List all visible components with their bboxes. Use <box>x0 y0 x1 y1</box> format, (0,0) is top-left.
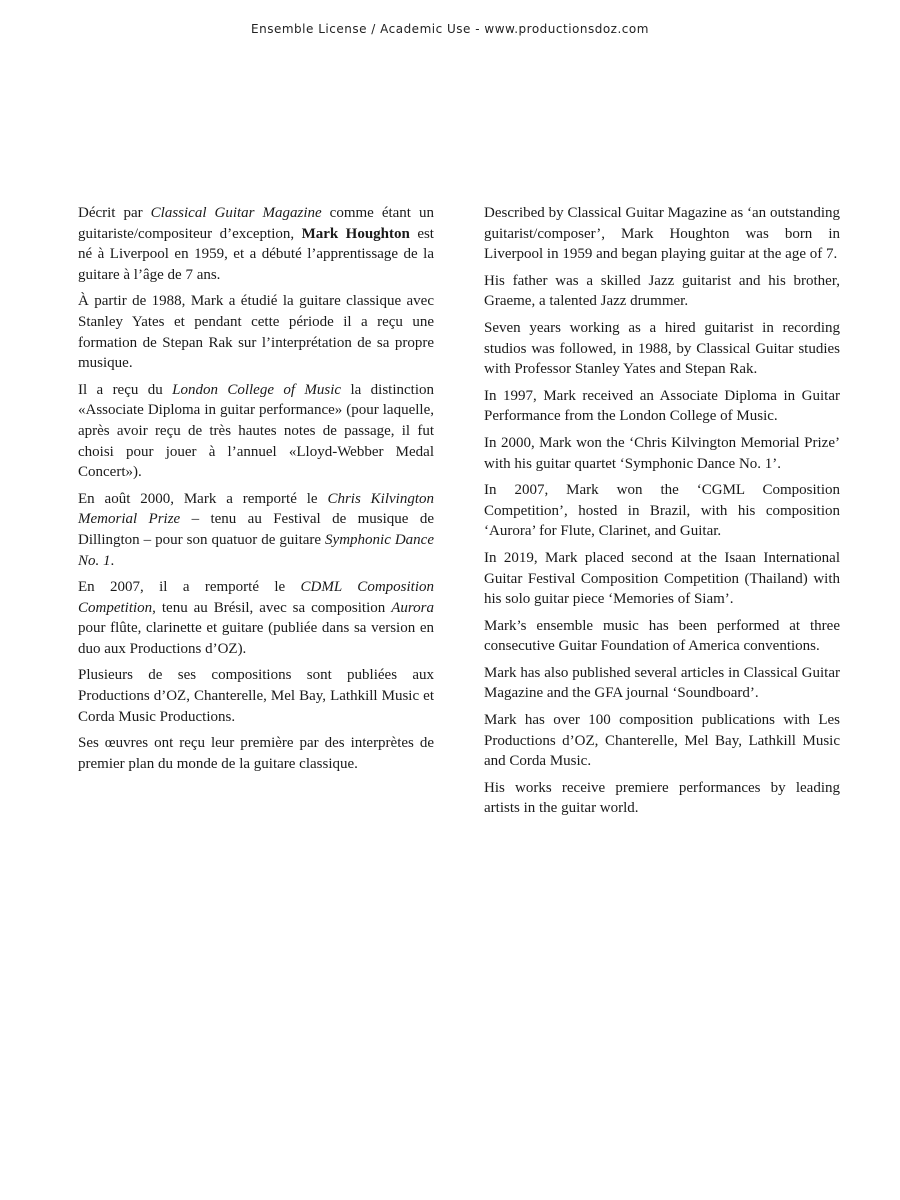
composer-name: Mark Houghton <box>301 225 410 242</box>
en-paragraph-articles: Mark has also published several articles in Classical Guitar Magazine and the GFA journal ‘Soundboard’. <box>484 664 840 702</box>
en-paragraph-family: His father was a skilled Jazz guitarist and his brother, Graeme, a talented Jazz drummer. <box>484 272 840 310</box>
en-paragraph-diploma: In 1997, Mark received an Associate Diploma in Guitar Performance from the London College of Music. <box>484 387 840 425</box>
en-paragraph-intro: Described by Classical Guitar Magazine as ‘an outstanding guitarist/composer’, Mark Houghton was born in Liverpool in 1959 and began playing guitar at the age of 7. <box>484 205 840 263</box>
fr-paragraph-diploma: Il a reçu du London College of Music la distinction «Associate Diploma in guitar performance» (pour laquelle, après avoir reçu de très hautes notes de passage, il fut choisi pour jouer à l’annuel «Lloyd-Webber Medal Concert»). <box>78 381 434 481</box>
en-paragraph-ensemble: Mark’s ensemble music has been performed at three consecutive Guitar Foundation of America conventions. <box>484 617 840 655</box>
en-paragraph-prize-2019: In 2019, Mark placed second at the Isaan International Guitar Festival Composition Competition (Thailand) with his solo guitar piece ‘Memories of Siam’. <box>484 549 840 608</box>
work-title: Aurora <box>391 599 434 616</box>
en-paragraph-premieres: His works receive premiere performances by leading artists in the guitar world. <box>484 779 840 817</box>
fr-paragraph-intro: Décrit par Classical Guitar Magazine comme étant un guitariste/compositeur d’exception, Mark Houghton est né à Liverpool en 1959, et a débuté l’apprentissage de la guitare à l’âge de 7 ans. <box>78 205 434 283</box>
fr-paragraph-publishers: Plusieurs de ses compositions sont publiées aux Productions d’OZ, Chanterelle, Mel Bay, Lathkill Music et Corda Music Productions. <box>78 667 434 725</box>
en-paragraph-publications: Mark has over 100 composition publications with Les Productions d’OZ, Chanterelle, Mel Bay, Lathkill Music and Corda Music. <box>484 712 840 770</box>
license-header: Ensemble License / Academic Use - www.productionsdoz.com <box>251 22 649 36</box>
english-biography-column <box>484 203 840 825</box>
work-title: Symphonic Dance No. 1 <box>78 531 434 569</box>
competition-name: CDML Composition Competition <box>78 579 434 616</box>
college-name: London College of Music <box>172 381 342 398</box>
fr-paragraph-prize-2007: En 2007, il a remporté le CDML Composition Competition, tenu au Brésil, avec sa composition Aurora pour flûte, clarinette et guitare (publiée dans sa version en duo aux Productions d’OZ). <box>78 579 434 657</box>
en-paragraph-studies: Seven years working as a hired guitarist in recording studios was followed, in 1988, by Classical Guitar studies with Professor Stanley Yates and Stepan Rak. <box>484 319 840 378</box>
magazine-title: Classical Guitar Magazine <box>150 205 322 221</box>
prize-name: Chris Kilvington Memorial Prize <box>78 490 434 528</box>
french-biography-column <box>78 203 434 780</box>
fr-paragraph-studies: À partir de 1988, Mark a étudié la guitare classique avec Stanley Yates et pendant cette période il a reçu une formation de Stepan Rak sur l’interprétation de sa propre musique. <box>78 293 434 372</box>
fr-paragraph-premieres: Ses œuvres ont reçu leur première par des interprètes de premier plan du monde de la guitare classique. <box>78 735 434 772</box>
en-paragraph-prize-2000: In 2000, Mark won the ‘Chris Kilvington Memorial Prize’ with his guitar quartet ‘Symphonic Dance No. 1’. <box>484 434 840 472</box>
fr-paragraph-prize-2000: En août 2000, Mark a remporté le Chris Kilvington Memorial Prize – tenu au Festival de musique de Dillington – pour son quatuor de guitare Symphonic Dance No. 1. <box>78 490 434 569</box>
en-paragraph-prize-2007: In 2007, Mark won the ‘CGML Composition Competition’, hosted in Brazil, with his composition ‘Aurora’ for Flute, Clarinet, and Guitar. <box>484 482 840 540</box>
